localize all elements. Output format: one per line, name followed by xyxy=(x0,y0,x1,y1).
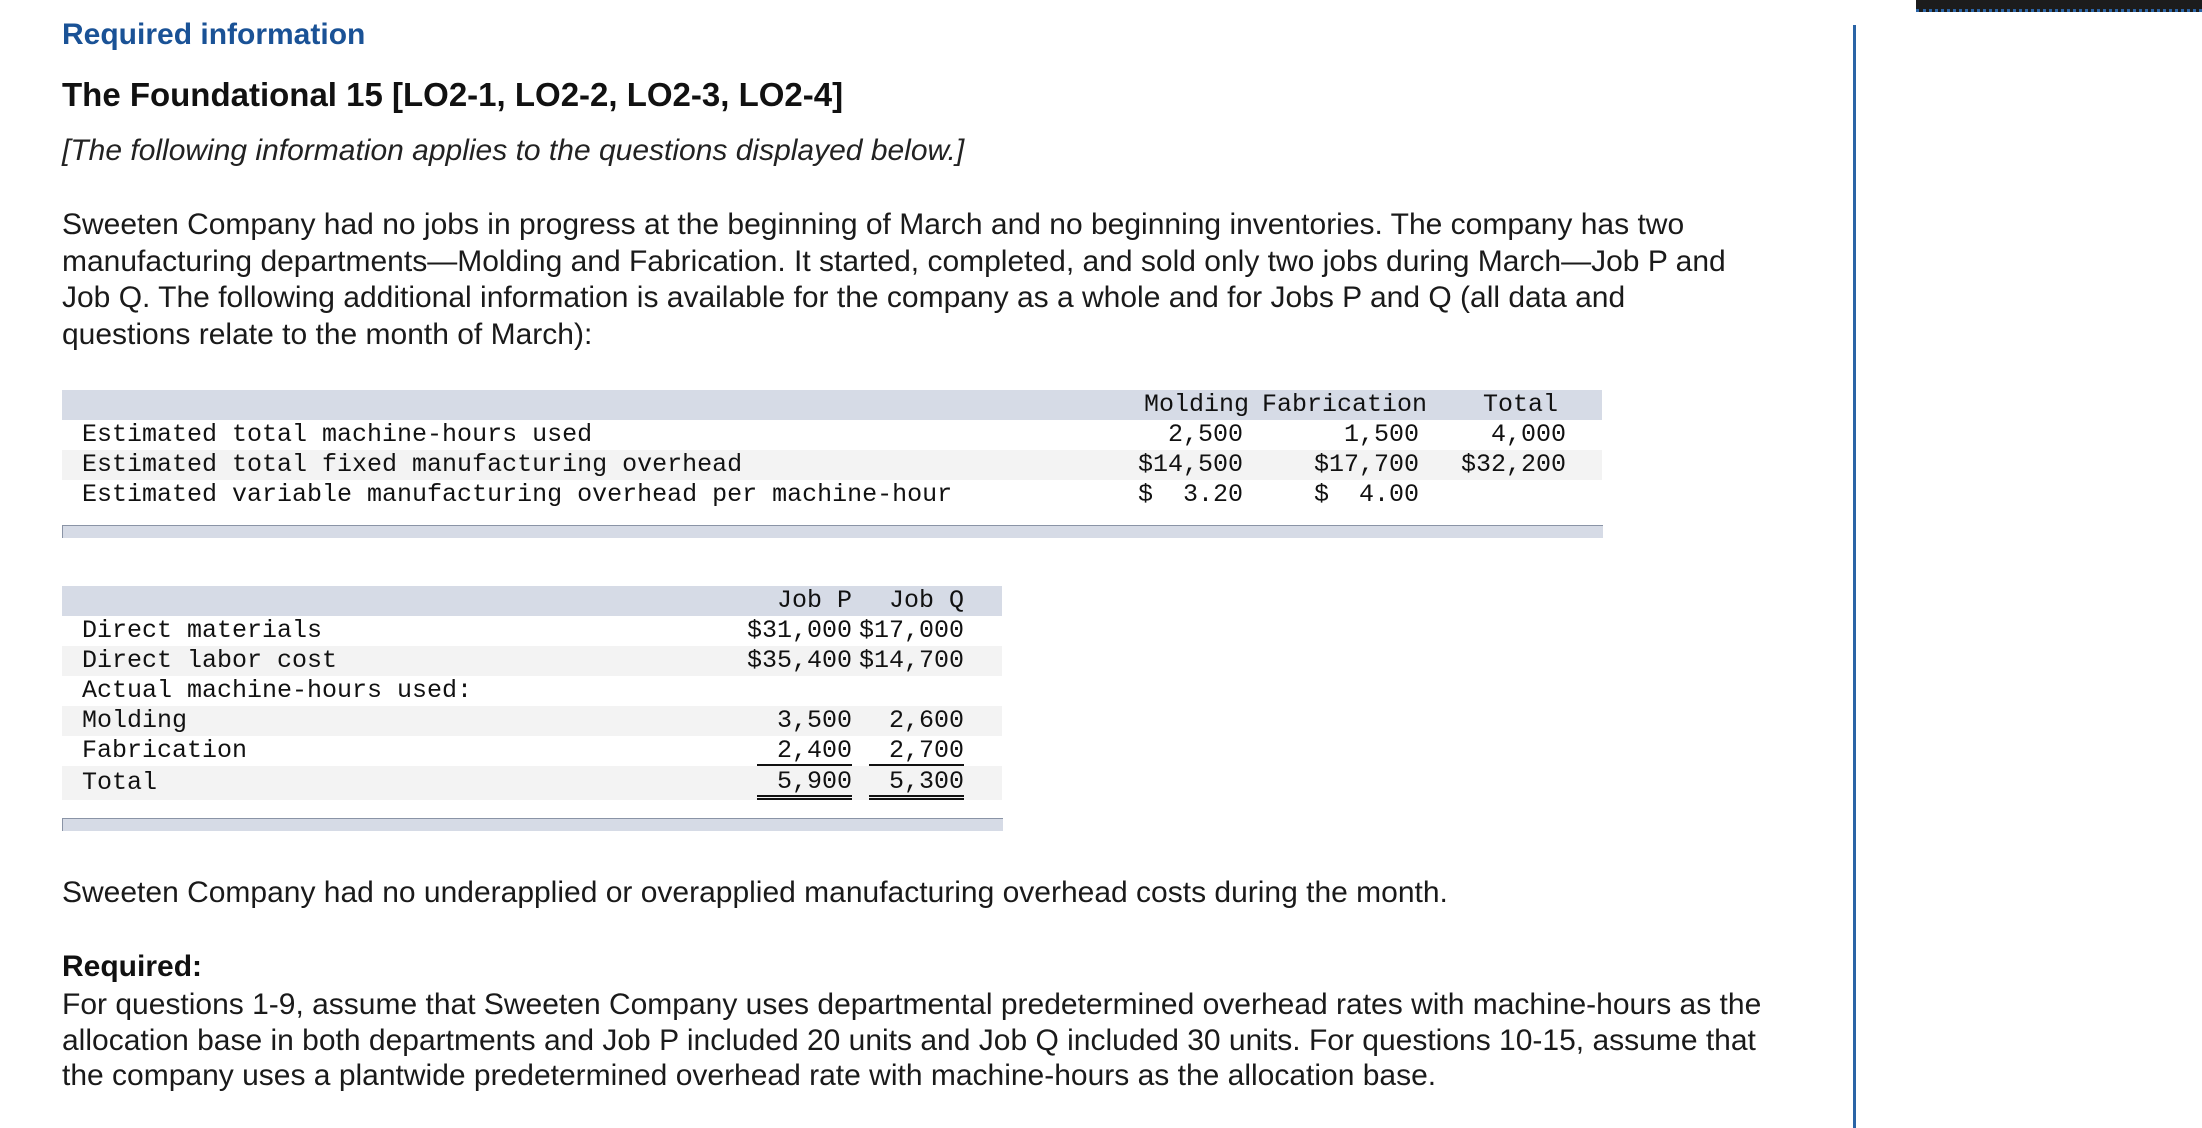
cell-total: 4,000 xyxy=(1490,420,1566,449)
estimates-table xyxy=(62,390,1602,510)
cell-fabrication: $17,700 xyxy=(1257,450,1445,480)
cell-molding: $ 3.20 xyxy=(1137,480,1243,509)
table-row xyxy=(62,616,1002,646)
col-header-job-q: Job Q xyxy=(852,586,1002,616)
cell-total: $32,200 xyxy=(1445,450,1602,480)
table-row xyxy=(62,706,1002,736)
jobs-header-row xyxy=(62,586,1002,616)
cell-fabrication: $ 4.00 xyxy=(1313,480,1419,509)
required-label: Required: xyxy=(62,950,203,983)
jobs-table-footer xyxy=(62,818,1003,831)
table-row xyxy=(62,676,1002,706)
table-row xyxy=(62,646,1002,676)
row-label: Estimated total machine-hours used xyxy=(82,420,593,449)
problem-title: The Foundational 15 [LO2-1, LO2-2, LO2-3, LO2-4] xyxy=(62,76,844,113)
cell-job-q: $14,700 xyxy=(852,646,1002,676)
estimates-table-footer xyxy=(62,525,1603,538)
table-row xyxy=(62,736,1002,766)
row-label: Estimated variable manufacturing overhead per machine-hour xyxy=(82,480,953,509)
panel-divider xyxy=(1853,25,1856,1128)
row-label: Actual machine-hours used: xyxy=(82,676,473,705)
row-label: Total xyxy=(62,766,702,800)
required-information-heading: Required information xyxy=(62,18,366,51)
cell-molding: 2,500 xyxy=(1167,420,1243,449)
table-row xyxy=(62,420,1602,450)
col-header-total: Total xyxy=(1445,390,1602,420)
cell-job-q: $17,000 xyxy=(858,616,964,645)
cell-job-p: 5,900 xyxy=(757,769,852,800)
cell-total xyxy=(1445,480,1602,510)
cell-job-p: $31,000 xyxy=(746,616,852,645)
row-label: Estimated total fixed manufacturing overhead xyxy=(62,450,1102,480)
row-label: Molding xyxy=(62,706,702,736)
row-label: Direct labor cost xyxy=(62,646,702,676)
overhead-note: Sweeten Company had no underapplied or overapplied manufacturing overhead costs during the month. xyxy=(62,876,1448,909)
top-right-toolbar-edge xyxy=(1916,0,2202,12)
cell-job-p: $35,400 xyxy=(702,646,852,676)
required-text: For questions 1-9, assume that Sweeten Company uses departmental predetermined overhead rates with machine-hours as the allocation base in both departments and Job P included 20 units and Job Q included 30 units. For questions 10-15, assume that the company uses a plantwide predetermined overhead rate with machine-hours as the allocation base. xyxy=(62,988,1762,1092)
cell-job-p: 2,400 xyxy=(757,738,852,766)
cell-job-q: 2,700 xyxy=(869,738,964,766)
col-header-job-p: Job P xyxy=(702,586,852,616)
table-row xyxy=(62,450,1602,480)
cell-job-q: 2,600 xyxy=(852,706,1002,736)
col-header-molding: Molding xyxy=(1102,390,1257,420)
table-row xyxy=(62,480,1602,510)
cell-molding: $14,500 xyxy=(1102,450,1257,480)
row-label: Direct materials xyxy=(82,616,323,645)
row-label: Fabrication xyxy=(82,736,248,765)
col-header-fabrication: Fabrication xyxy=(1257,390,1445,420)
cell-job-p: 3,500 xyxy=(702,706,852,736)
applies-note: [The following information applies to the questions displayed below.] xyxy=(62,134,965,167)
cell-job-q xyxy=(852,676,1002,706)
cell-fabrication: 1,500 xyxy=(1343,420,1419,449)
cell-job-q: 5,300 xyxy=(869,769,964,800)
estimates-header-row xyxy=(62,390,1602,420)
table-row xyxy=(62,766,1002,800)
cell-job-p xyxy=(702,676,852,706)
jobs-table xyxy=(62,586,1002,800)
intro-paragraph: Sweeten Company had no jobs in progress at the beginning of March and no beginning inventories. The company has two manufacturing departments—Molding and Fabrication. It started, completed, and sold only two jobs during March—Job P and Job Q. The following additional information is available for the company as a whole and for Jobs P and Q (all data and questions relate to the month of March): xyxy=(62,208,1726,351)
